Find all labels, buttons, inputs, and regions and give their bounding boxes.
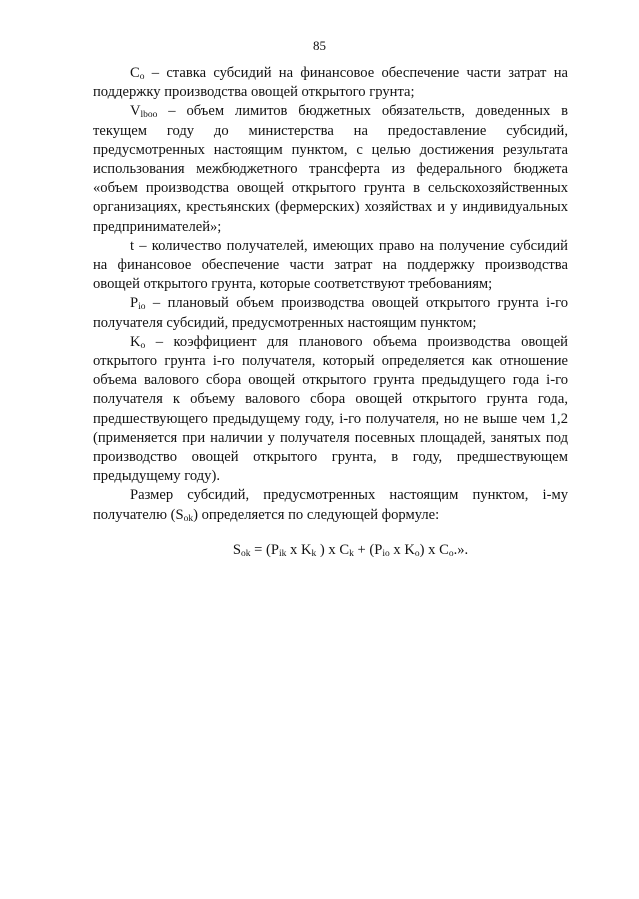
definition-text: – коэффициент для планового объема производства овощей открытого грунта i-го получателя, который определяется как отношение объема валового сбора овощей открытого грунта предыдущего года i-го получателя к объему валового сбора овощей открытого грунта года, предшествующего предыдущему году, i-го получателя, но не выше чем 1,2 (применяется при наличии у получателя посевных площадей, занятых под производство овощей открытого грунта, в году, предшествующем предыдущему году).: [93, 333, 568, 485]
formula-term: ) x C: [316, 541, 350, 558]
definition-paragraph-t: [93, 237, 568, 295]
symbol: C: [130, 65, 140, 81]
definition-text: – количество получателей, имеющих право на получение субсидий на финансовое обеспечение части затрат на поддержку производства овощей открытого грунта, которые соответствуют требованиям;: [93, 237, 568, 293]
formula-term: x K: [286, 541, 312, 558]
symbol: V: [130, 103, 141, 120]
paragraph-text: Размер субсидий, предусмотренных настоящим пунктом, i-му получателю (S: [93, 487, 568, 523]
formula-subscript: o: [448, 548, 454, 559]
formula-subscript: ik: [278, 548, 287, 559]
definition-paragraph-vlboo: [93, 102, 568, 236]
symbol-subscript: lboo: [140, 110, 158, 121]
formula-term: = (P: [250, 541, 279, 558]
formula-term: + (P: [353, 541, 383, 558]
definition-paragraph-pio: [93, 294, 568, 332]
formula-subscript: o: [414, 548, 420, 559]
formula-subscript: ok: [240, 548, 251, 559]
formula-subscript: io: [382, 548, 390, 559]
formula-term: ) x C: [419, 541, 449, 558]
subsidy-amount-paragraph: [93, 486, 568, 524]
symbol: t: [130, 237, 135, 254]
definition-text: – объем лимитов бюджетных обязательств, доведенных в текущем году до министерства на предоставление субсидий, предусмотренных настоящим пунктом, с целью достижения результата использования межбюджетного трансферта из федерального бюджета «объем производства овощей открытого грунта в сельскохозяйственных организациях, крестьянских (фермерских) хозяйствах и у индивидуальных предпринимателей»;: [93, 103, 568, 235]
formula-term: .».: [453, 541, 469, 558]
symbol-subscript: ok: [183, 513, 194, 524]
symbol-subscript: o: [139, 72, 145, 82]
formula-term: x K: [389, 541, 415, 558]
paragraph-text: ) определяется по следующей формуле:: [193, 506, 440, 523]
symbol: P: [130, 295, 139, 312]
definition-paragraph-co: [93, 64, 568, 102]
definition-paragraph-ko: [93, 333, 568, 487]
subsidy-formula: [93, 541, 568, 560]
symbol: K: [130, 333, 141, 350]
symbol-subscript: io: [138, 302, 146, 313]
definition-text: – ставка субсидий на финансовое обеспечение части затрат на поддержку производства овощей открытого грунта;: [93, 65, 568, 101]
page-number: 85: [313, 38, 326, 53]
document-body: [93, 64, 568, 560]
formula-subscript: k: [349, 548, 354, 559]
definition-text: – плановый объем производства овощей открытого грунта i-го получателя субсидий, предусмотренных настоящим пунктом;: [93, 295, 568, 331]
symbol-subscript: o: [140, 340, 146, 351]
formula-subscript: k: [311, 548, 317, 559]
formula-term: S: [232, 541, 241, 558]
